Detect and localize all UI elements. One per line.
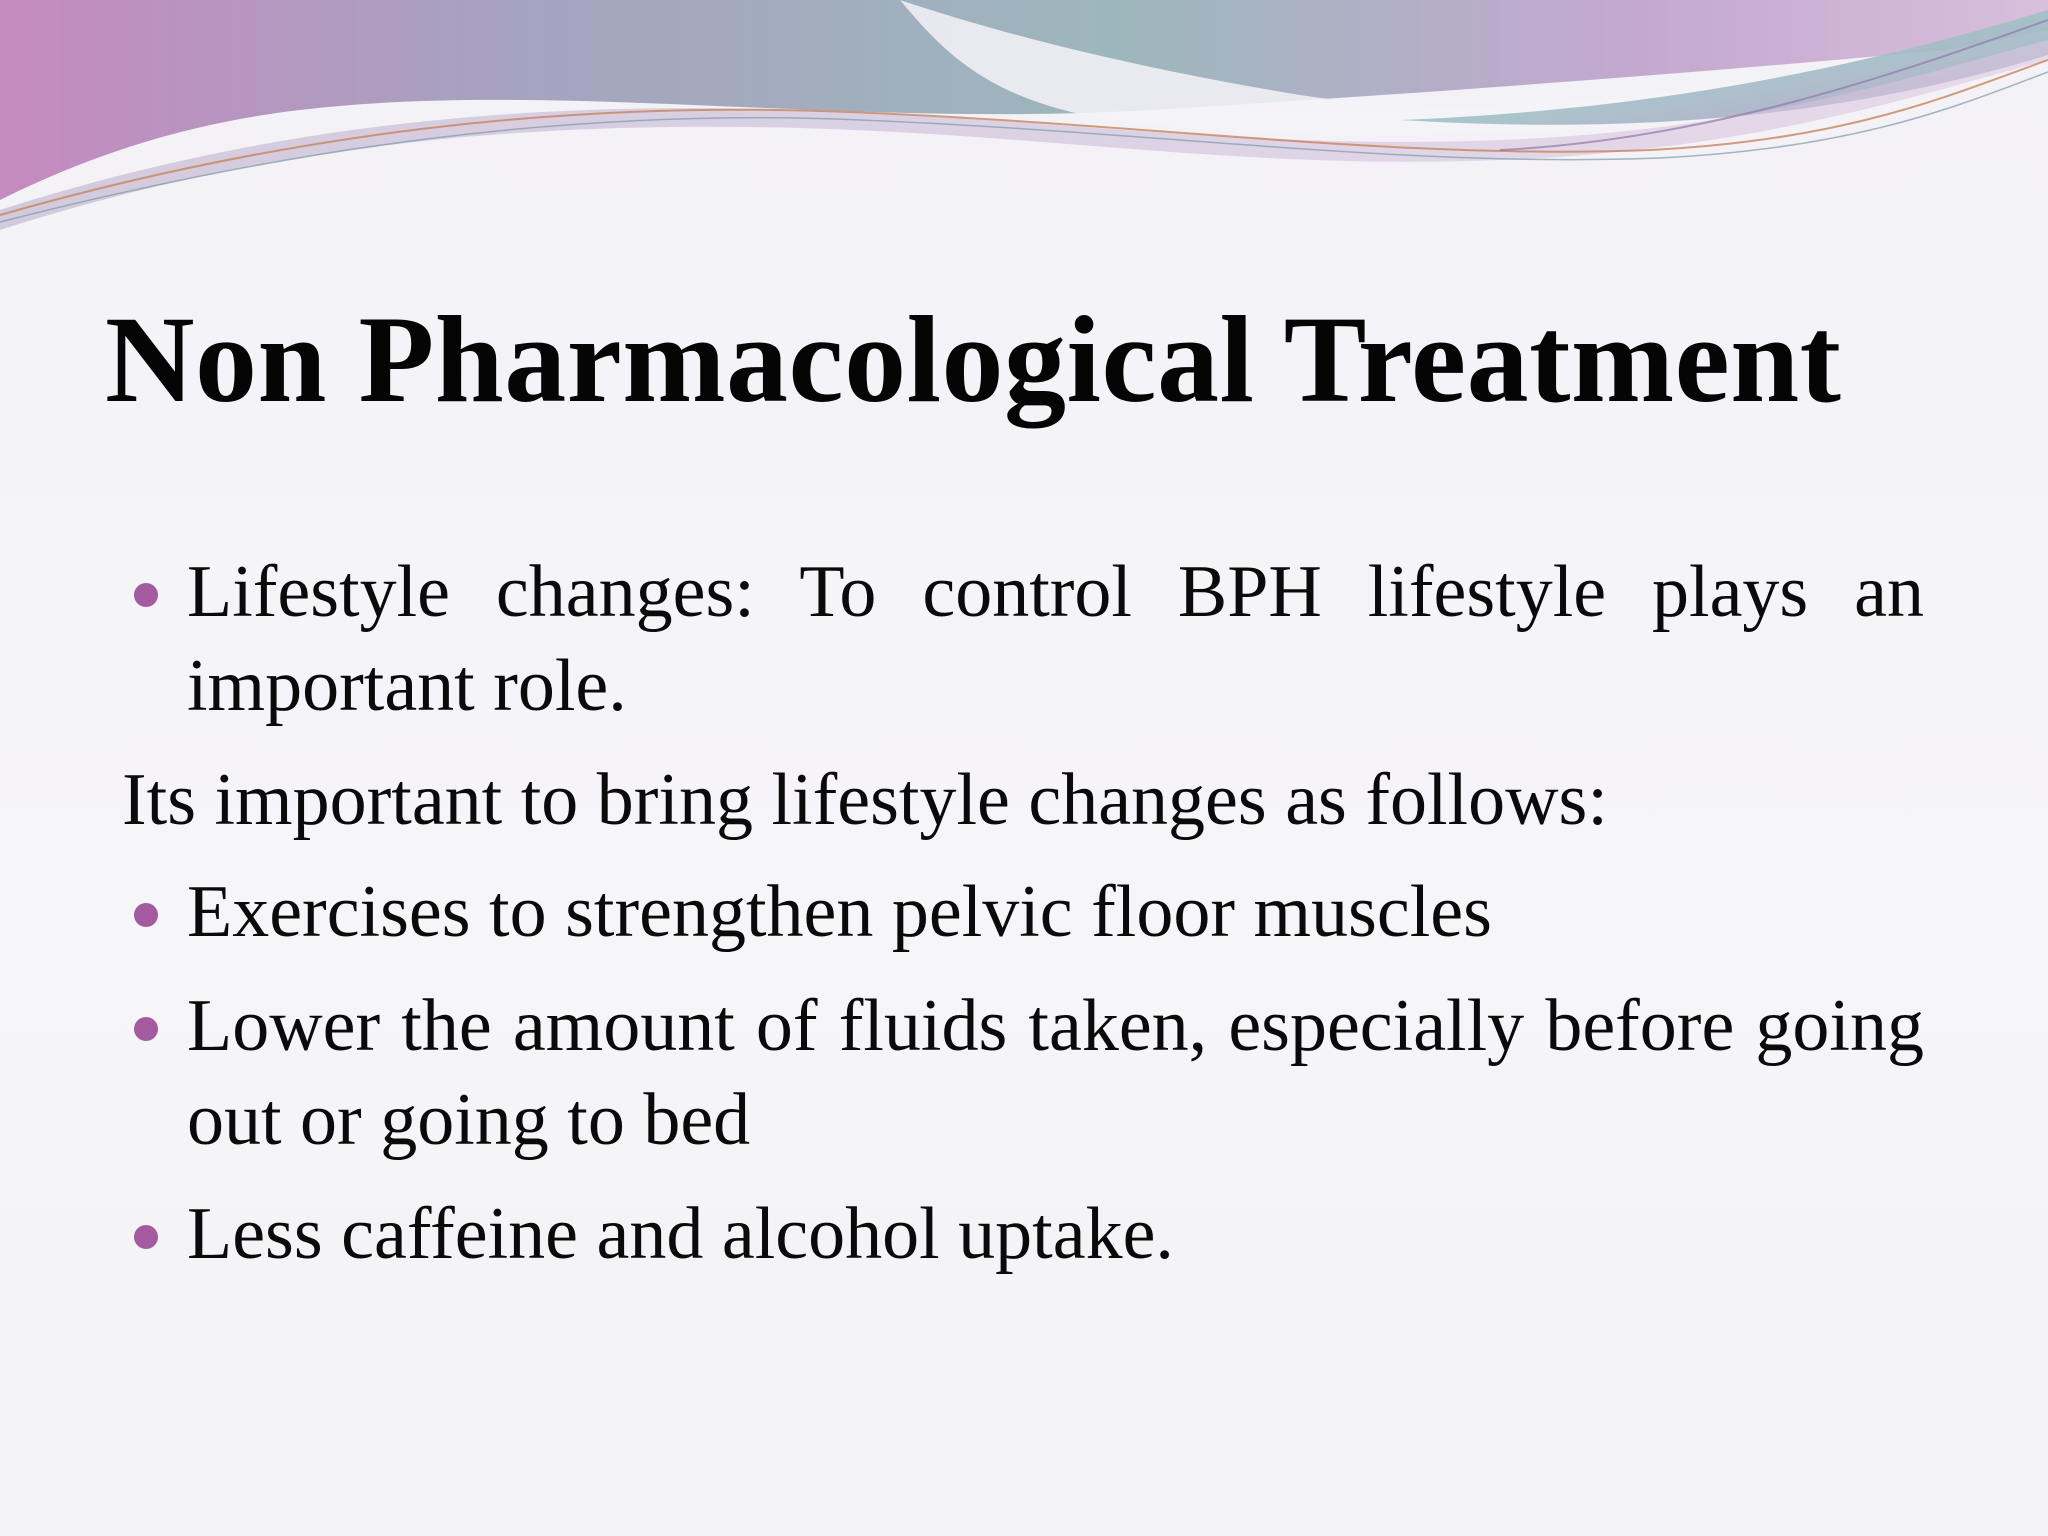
intro-line [122, 753, 1924, 847]
slide-title: Non Pharmacological Treatment [105, 291, 1842, 428]
list-item-text: Exercises to strengthen pelvic floor muscles [187, 871, 1492, 953]
decorative-wave-banner [0, 0, 2048, 240]
list-item [122, 865, 1924, 959]
list-item-text: Less caffeine and alcohol uptake. [187, 1193, 1174, 1275]
list-item [122, 545, 1924, 733]
content-list [122, 545, 1924, 1301]
bullet-dot-icon [134, 903, 158, 927]
list-item-text: Lifestyle changes: To control BPH lifestyle plays an important role. [187, 551, 1924, 727]
list-item [122, 979, 1924, 1167]
bullet-dot-icon [134, 1017, 158, 1041]
bullet-dot-icon [134, 583, 158, 607]
intro-line-text: Its important to bring lifestyle changes as follows: [122, 759, 1608, 841]
list-item [122, 1187, 1924, 1281]
bullet-dot-icon [134, 1225, 158, 1249]
list-item-text: Lower the amount of fluids taken, especially before going out or going to bed [187, 985, 1924, 1161]
